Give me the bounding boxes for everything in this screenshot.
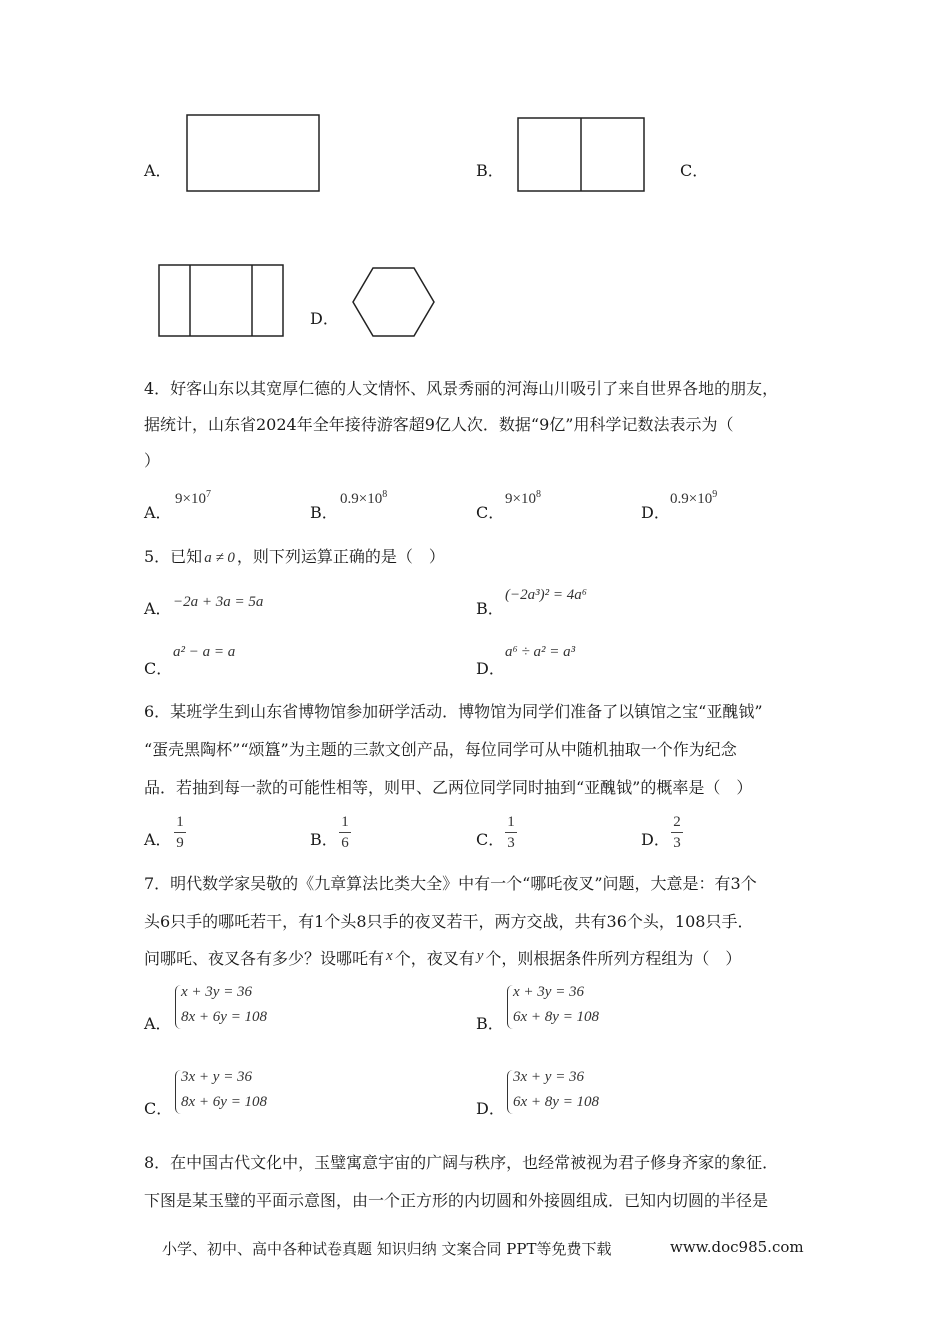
q4-option-c-value: $9\times 10^8$ [505, 489, 541, 507]
q5-option-d-label: D． [476, 659, 505, 678]
q6-option-b-label: B． [310, 830, 338, 849]
q7-option-c-eq2: 8x + 6y = 108 [181, 1094, 268, 1110]
q7-option-a-eq1: x + 3y = 36 [181, 984, 253, 1000]
q4-option-b-value: $0.9\times 10^8$ [340, 489, 388, 507]
q5-option-d-expr: a⁶ ÷ a² = a³ [505, 644, 576, 660]
q7-option-d-label: D． [476, 1099, 505, 1118]
q6-option-c-label: C． [476, 830, 505, 849]
q7-option-b-eq1: x + 3y = 36 [513, 984, 585, 1000]
q6-option-d-fraction: 2 3 [669, 813, 685, 852]
q4-option-d-label: D． [641, 503, 670, 522]
q4-stem-line2: 据统计，山东省2024年全年接待游客超9亿人次．数据“9亿”用科学记数法表示为（ [144, 415, 734, 434]
q3-option-a-rectangle [186, 114, 320, 192]
footer-text: 小学、初中、高中各种试卷真题 知识归纳 文案合同 PPT等免费下载 [162, 1240, 612, 1258]
q8-stem-line1: 8．在中国古代文化中，玉璧寓意宇宙的广阔与秩序，也经常被视为君子修身齐家的象征． [144, 1153, 779, 1172]
q3-option-d-label: D． [310, 309, 339, 328]
q7-option-a-eq2: 8x + 6y = 108 [181, 1009, 268, 1025]
q6-option-a-fraction: 1 9 [172, 813, 188, 852]
q5-option-a-label: A． [144, 599, 172, 618]
q3-option-c-three-rectangles [158, 264, 284, 337]
q7-stem-line2: 头6只手的哪吒若干，有1个头8只手的夜叉若干，两方交战，共有36个头，108只手． [144, 912, 754, 931]
q4-option-c-label: C． [476, 503, 505, 522]
q6-option-a-label: A． [144, 830, 172, 849]
q7-option-b-eq2: 6x + 8y = 108 [513, 1009, 600, 1025]
q7-option-c-eq1: 3x + y = 36 [181, 1069, 253, 1085]
q8-stem-line2: 下图是某玉璧的平面示意图，由一个正方形的内切圆和外接圆组成．已知内切圆的半径是 [144, 1191, 769, 1210]
q3-option-b-label: B． [476, 161, 504, 180]
q3-option-d-hexagon [352, 267, 435, 337]
q7-option-c-label: C． [144, 1099, 173, 1118]
q5-option-a-expr: −2a + 3a = 5a [173, 594, 264, 610]
q5-option-b-label: B． [476, 599, 504, 618]
q6-option-b-fraction: 1 6 [337, 813, 353, 852]
q7-option-d-eq2: 6x + 8y = 108 [513, 1094, 600, 1110]
q5-option-b-expr: (−2a³)² = 4a⁶ [505, 587, 587, 603]
q7-stem-line1: 7．明代数学家吴敬的《九章算法比类大全》中有一个“哪吒夜叉”问题，大意是：有3个 [144, 874, 757, 893]
q6-stem-line3: 品．若抽到每一款的可能性相等，则甲、乙两位同学同时抽到“亚醜钺”的概率是（ ） [144, 778, 753, 797]
q6-stem-line1: 6．某班学生到山东省博物馆参加研学活动．博物馆为同学们准备了以镇馆之宝“亚醜钺” [144, 702, 763, 721]
q7-option-a-label: A． [144, 1014, 172, 1033]
q4-stem-line3: ） [144, 451, 161, 470]
q4-option-a-label: A． [144, 503, 172, 522]
q7-option-d-eq1: 3x + y = 36 [513, 1069, 585, 1085]
footer-url[interactable]: www.doc985.com [670, 1238, 804, 1256]
q7-option-b-label: B． [476, 1014, 504, 1033]
q5-option-c-label: C． [144, 659, 173, 678]
q6-stem-line2: “蛋壳黑陶杯”“颂簋”为主题的三款文创产品，每位同学可从中随机抽取一个作为纪念 [144, 740, 737, 759]
q4-option-d-value: $0.9\times 10^9$ [670, 489, 718, 507]
q7-stem-line3: 问哪吒、夜叉各有多少？设哪吒有 x 个，夜叉有 y 个，则根据条件所列方程组为（ ） [144, 948, 742, 968]
q6-option-c-fraction: 1 3 [503, 813, 519, 852]
q3-option-b-two-rectangles [517, 117, 645, 192]
q5-option-c-expr: a² − a = a [173, 644, 236, 660]
q3-option-a-label: A． [144, 161, 172, 180]
q4-stem-line1: 4．好客山东以其宽厚仁德的人文情怀、风景秀丽的河海山川吸引了来自世界各地的朋友， [144, 379, 779, 398]
q3-option-c-label: C． [680, 161, 709, 180]
q4-option-b-label: B． [310, 503, 338, 522]
q6-option-d-label: D． [641, 830, 670, 849]
q4-option-a-value: $9\times 10^7$ [175, 489, 211, 507]
q5-stem: 5．已知 a ≠ 0 ，则下列运算正确的是（ ） [144, 547, 445, 566]
